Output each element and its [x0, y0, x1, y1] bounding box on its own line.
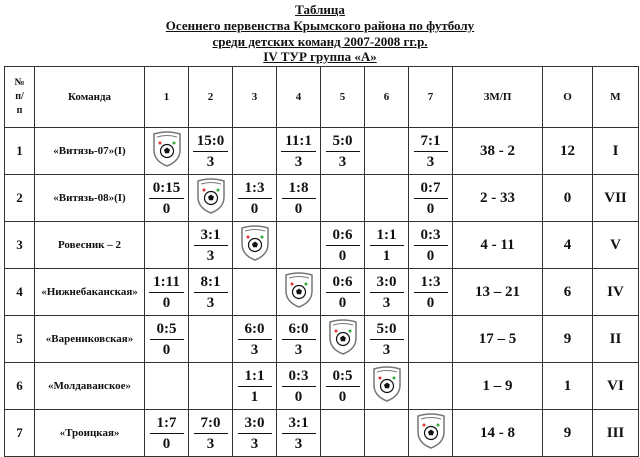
- goals-diff: 17 – 5: [453, 316, 543, 363]
- total-points: 6: [543, 269, 593, 316]
- match-score: 1:7: [150, 413, 184, 434]
- doc-subtitle-3: IV ТУР группа «А»: [263, 49, 377, 64]
- match-result: [409, 131, 452, 172]
- match-points: 0: [426, 294, 435, 311]
- header-col-4: 4: [277, 67, 321, 128]
- match-result: [277, 366, 320, 407]
- match-score: 1:8: [282, 178, 316, 199]
- match-cell: [365, 269, 409, 316]
- goals-diff: 1 – 9: [453, 363, 543, 410]
- header-col-6: 6: [365, 67, 409, 128]
- match-cell: [145, 222, 189, 269]
- match-points: 3: [206, 153, 215, 170]
- match-cell: [233, 410, 277, 457]
- match-points: 3: [382, 341, 391, 358]
- match-cell: [365, 128, 409, 175]
- match-cell: [233, 363, 277, 410]
- self-match-cell: [233, 222, 277, 269]
- match-points: 3: [250, 435, 259, 452]
- row-number: 3: [5, 222, 35, 269]
- match-result: [145, 272, 188, 313]
- header-col-2: 2: [189, 67, 233, 128]
- match-score: 1:1: [238, 366, 272, 387]
- match-result: [277, 131, 320, 172]
- football-badge-icon: [283, 271, 315, 313]
- match-cell: [189, 410, 233, 457]
- match-points: 3: [294, 153, 303, 170]
- row-number: 7: [5, 410, 35, 457]
- match-cell: [409, 316, 453, 363]
- match-cell: [321, 269, 365, 316]
- match-result: [189, 131, 232, 172]
- match-points: 0: [162, 200, 171, 217]
- header-num-2: п/: [15, 91, 24, 102]
- team-name: «Молдаванское»: [35, 363, 145, 410]
- team-name: «Варениковская»: [35, 316, 145, 363]
- match-score: 1:11: [149, 272, 184, 293]
- header-col-1: 1: [145, 67, 189, 128]
- match-points: 0: [338, 294, 347, 311]
- doc-subtitle-1: Осеннего первенства Крымского района по футболу: [165, 18, 475, 33]
- match-cell: [277, 363, 321, 410]
- doc-title: Таблица: [295, 2, 345, 17]
- match-result: [365, 319, 408, 360]
- team-name: Ровесник – 2: [35, 222, 145, 269]
- header-col-5: 5: [321, 67, 365, 128]
- total-points: 1: [543, 363, 593, 410]
- match-cell: [189, 128, 233, 175]
- total-points: 12: [543, 128, 593, 175]
- match-points: 3: [426, 153, 435, 170]
- header-place: М: [593, 67, 639, 128]
- goals-diff: 13 – 21: [453, 269, 543, 316]
- match-points: 3: [294, 341, 303, 358]
- team-name: «Нижнебаканская»: [35, 269, 145, 316]
- match-score: 0:6: [326, 272, 360, 293]
- match-score: 0:5: [150, 319, 184, 340]
- match-cell: [145, 175, 189, 222]
- match-cell: [409, 222, 453, 269]
- row-number: 1: [5, 128, 35, 175]
- match-cell: [145, 410, 189, 457]
- match-result: [189, 225, 232, 266]
- match-cell: [189, 316, 233, 363]
- match-points: 3: [206, 247, 215, 264]
- match-score: 1:3: [414, 272, 448, 293]
- row-number: 6: [5, 363, 35, 410]
- match-result: [277, 413, 320, 454]
- table-row: [5, 316, 639, 363]
- header-num-3: п: [16, 105, 23, 116]
- match-cell: [233, 128, 277, 175]
- match-score: 1:1: [370, 225, 404, 246]
- match-score: 3:1: [282, 413, 316, 434]
- place: VI: [593, 363, 639, 410]
- row-number: 2: [5, 175, 35, 222]
- match-cell: [365, 316, 409, 363]
- match-cell: [145, 269, 189, 316]
- table-row: [5, 269, 639, 316]
- match-cell: [365, 410, 409, 457]
- match-cell: [365, 175, 409, 222]
- self-match-cell: [409, 410, 453, 457]
- football-badge-icon: [415, 412, 447, 454]
- header-team: Команда: [35, 67, 145, 128]
- match-score: 5:0: [370, 319, 404, 340]
- match-score: 7:0: [194, 413, 228, 434]
- match-score: 0:3: [282, 366, 316, 387]
- match-points: 0: [162, 294, 171, 311]
- match-result: [321, 131, 364, 172]
- match-result: [321, 225, 364, 266]
- match-result: [233, 413, 276, 454]
- table-row: [5, 128, 639, 175]
- match-result: [409, 272, 452, 313]
- match-score: 7:1: [414, 131, 448, 152]
- match-result: [189, 413, 232, 454]
- match-points: 0: [426, 200, 435, 217]
- match-cell: [321, 128, 365, 175]
- place: III: [593, 410, 639, 457]
- table-row: [5, 222, 639, 269]
- match-cell: [277, 316, 321, 363]
- football-badge-icon: [195, 177, 227, 219]
- match-cell: [277, 222, 321, 269]
- match-cell: [189, 222, 233, 269]
- match-points: 0: [162, 435, 171, 452]
- table-row: [5, 175, 639, 222]
- table-row: [5, 410, 639, 457]
- match-result: [277, 178, 320, 219]
- match-score: 0:5: [326, 366, 360, 387]
- team-name: «Витязь-08»(I): [35, 175, 145, 222]
- match-points: 0: [338, 247, 347, 264]
- match-cell: [233, 269, 277, 316]
- match-result: [365, 225, 408, 266]
- match-cell: [233, 175, 277, 222]
- match-score: 0:15: [149, 178, 185, 199]
- team-name: «Троицкая»: [35, 410, 145, 457]
- match-result: [233, 366, 276, 407]
- goals-diff: 2 - 33: [453, 175, 543, 222]
- match-score: 6:0: [282, 319, 316, 340]
- goals-diff: 14 - 8: [453, 410, 543, 457]
- match-points: 3: [250, 341, 259, 358]
- match-points: 3: [338, 153, 347, 170]
- standings-table: [4, 66, 639, 457]
- match-cell: [365, 222, 409, 269]
- match-result: [277, 319, 320, 360]
- match-score: 0:7: [414, 178, 448, 199]
- match-points: 0: [250, 200, 259, 217]
- match-result: [145, 413, 188, 454]
- match-score: 5:0: [326, 131, 360, 152]
- match-cell: [409, 128, 453, 175]
- self-match-cell: [145, 128, 189, 175]
- team-name: «Витязь-07»(I): [35, 128, 145, 175]
- match-cell: [321, 175, 365, 222]
- place: I: [593, 128, 639, 175]
- match-cell: [409, 175, 453, 222]
- self-match-cell: [277, 269, 321, 316]
- match-cell: [189, 363, 233, 410]
- football-badge-icon: [151, 130, 183, 172]
- match-score: 6:0: [238, 319, 272, 340]
- match-result: [409, 225, 452, 266]
- match-points: 1: [382, 247, 391, 264]
- row-number: 5: [5, 316, 35, 363]
- place: VII: [593, 175, 639, 222]
- place: IV: [593, 269, 639, 316]
- match-score: 3:0: [238, 413, 272, 434]
- match-cell: [321, 222, 365, 269]
- football-badge-icon: [327, 318, 359, 360]
- match-score: 3:0: [370, 272, 404, 293]
- header-num: [5, 67, 35, 128]
- match-cell: [277, 175, 321, 222]
- match-cell: [145, 316, 189, 363]
- match-points: 3: [206, 435, 215, 452]
- match-score: 8:1: [194, 272, 228, 293]
- football-badge-icon: [239, 224, 271, 266]
- match-result: [145, 319, 188, 360]
- self-match-cell: [365, 363, 409, 410]
- match-points: 0: [338, 388, 347, 405]
- match-cell: [145, 363, 189, 410]
- header-col-7: 7: [409, 67, 453, 128]
- match-cell: [277, 410, 321, 457]
- header-num-1: №: [14, 77, 25, 88]
- place: II: [593, 316, 639, 363]
- match-points: 3: [382, 294, 391, 311]
- match-points: 0: [294, 388, 303, 405]
- match-cell: [321, 410, 365, 457]
- total-points: 9: [543, 316, 593, 363]
- self-match-cell: [189, 175, 233, 222]
- total-points: 0: [543, 175, 593, 222]
- match-score: 11:1: [281, 131, 316, 152]
- match-score: 0:6: [326, 225, 360, 246]
- match-result: [321, 272, 364, 313]
- match-cell: [233, 316, 277, 363]
- row-number: 4: [5, 269, 35, 316]
- match-result: [365, 272, 408, 313]
- header-points: О: [543, 67, 593, 128]
- goals-diff: 38 - 2: [453, 128, 543, 175]
- total-points: 4: [543, 222, 593, 269]
- match-score: 0:3: [414, 225, 448, 246]
- match-score: 3:1: [194, 225, 228, 246]
- match-result: [321, 366, 364, 407]
- match-result: [145, 178, 188, 219]
- match-points: 3: [206, 294, 215, 311]
- match-result: [233, 319, 276, 360]
- match-points: 3: [294, 435, 303, 452]
- header-row: [5, 67, 639, 128]
- header-col-3: 3: [233, 67, 277, 128]
- match-cell: [277, 128, 321, 175]
- match-points: 1: [250, 388, 259, 405]
- doc-subtitle-2: среди детских команд 2007-2008 гг.р.: [212, 34, 428, 49]
- match-cell: [409, 363, 453, 410]
- match-points: 0: [294, 200, 303, 217]
- match-result: [409, 178, 452, 219]
- match-score: 15:0: [193, 131, 229, 152]
- place: V: [593, 222, 639, 269]
- match-points: 0: [426, 247, 435, 264]
- match-result: [233, 178, 276, 219]
- total-points: 9: [543, 410, 593, 457]
- goals-diff: 4 - 11: [453, 222, 543, 269]
- header-goals: ЗМ/П: [453, 67, 543, 128]
- match-score: 1:3: [238, 178, 272, 199]
- match-cell: [189, 269, 233, 316]
- self-match-cell: [321, 316, 365, 363]
- match-cell: [409, 269, 453, 316]
- match-points: 0: [162, 341, 171, 358]
- table-row: [5, 363, 639, 410]
- match-cell: [321, 363, 365, 410]
- match-result: [189, 272, 232, 313]
